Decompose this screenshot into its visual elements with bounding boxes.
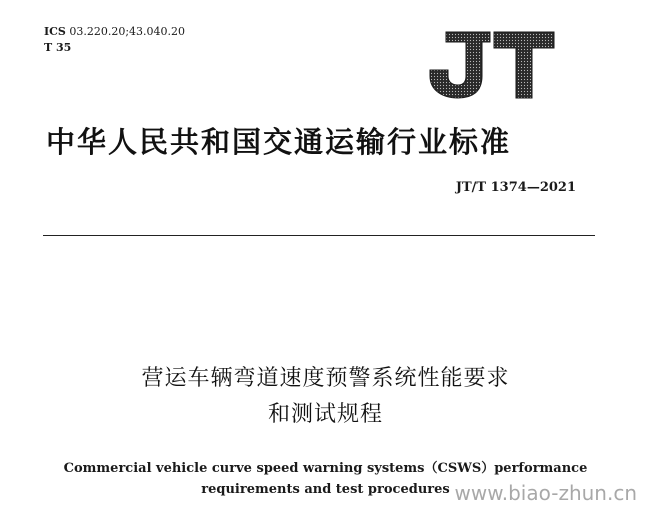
document-title-en-line2: requirements and test procedures bbox=[201, 482, 450, 497]
ics-codes: 03.220.20;43.040.20 bbox=[69, 25, 186, 38]
ccs-classification: T 35 bbox=[44, 41, 72, 54]
header-divider bbox=[43, 235, 595, 236]
document-title-en-line1: Commercial vehicle curve speed warning systems（CSWS）performance bbox=[63, 461, 588, 476]
standard-category-title: 中华人民共和国交通运输行业标准 bbox=[46, 125, 512, 159]
jt-logo bbox=[424, 30, 558, 100]
watermark-text: www.biao-zhun.cn bbox=[454, 481, 637, 505]
document-title-cn-line1: 营运车辆弯道速度预警系统性能要求 bbox=[141, 366, 510, 391]
ics-label: ICS bbox=[44, 25, 66, 38]
ics-classification bbox=[44, 25, 185, 39]
document-title-cn-line2: 和测试规程 bbox=[267, 402, 383, 427]
standard-code: JT/T 1374—2021 bbox=[455, 180, 576, 195]
